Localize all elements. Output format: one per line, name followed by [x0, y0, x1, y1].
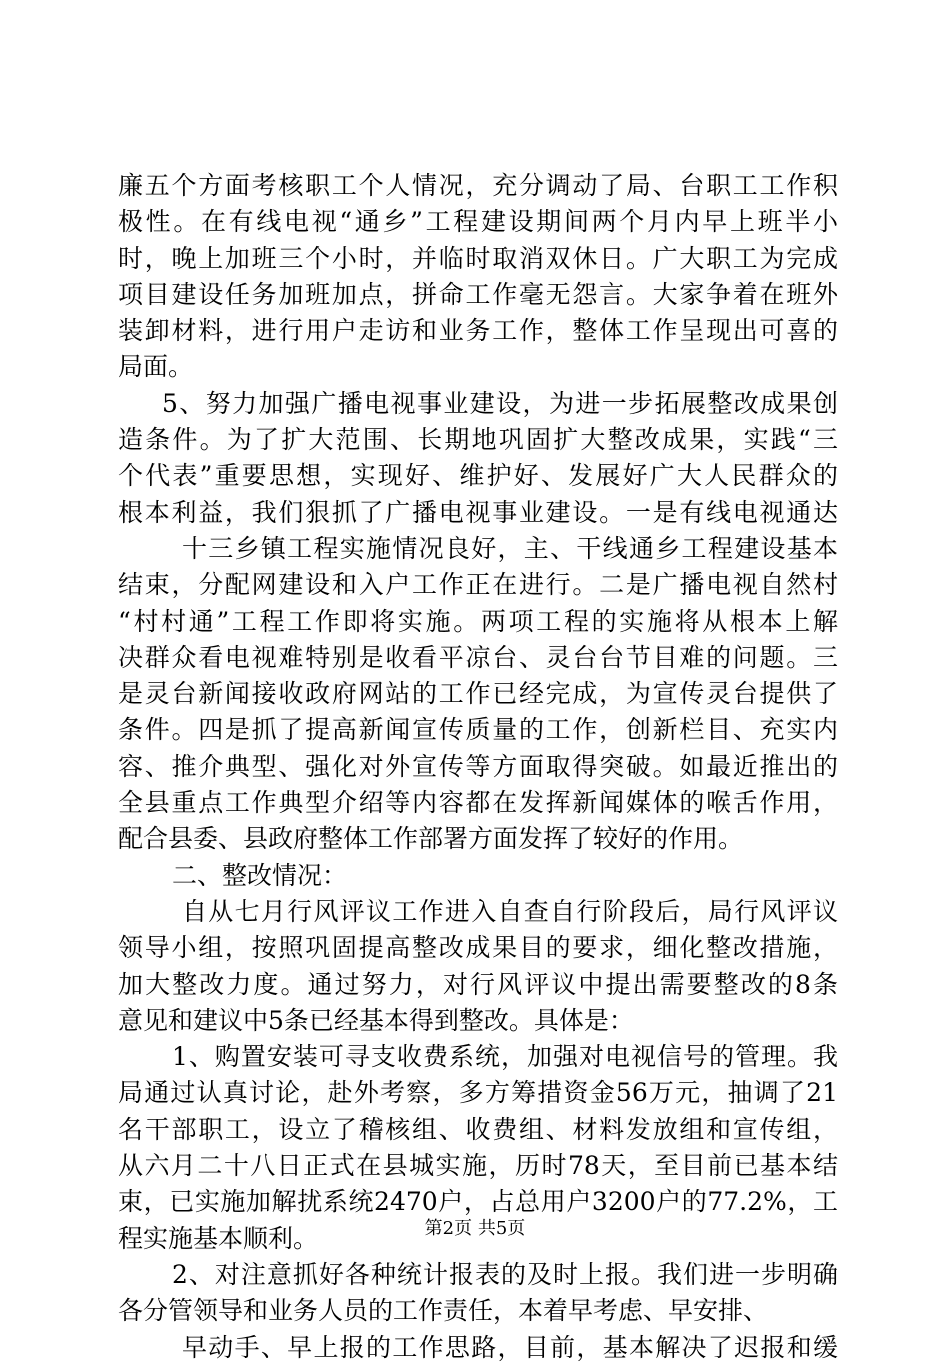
text-line: 条件。四是抓了提高新闻宣传质量的工作，创新栏目、充实内 — [118, 715, 838, 745]
text-line: 装卸材料，进行用户走访和业务工作，整体工作呈现出可喜的 — [118, 316, 838, 346]
text-line: 加大整改力度。通过努力，对行风评议中提出需要整改的8条 — [118, 969, 838, 999]
text-line: 容、推介典型、强化对外宣传等方面取得突破。如最近推出的 — [118, 751, 838, 781]
text-line: 意见和建议中5条已经基本得到整改。具体是： — [118, 1005, 634, 1035]
text-line: 名干部职工，设立了稽核组、收费组、材料发放组和宣传组， — [118, 1114, 838, 1144]
body-text — [118, 168, 838, 1366]
text-line: 配合县委、县政府整体工作部署方面发挥了较好的作用。 — [118, 824, 744, 854]
text-line: 廉五个方面考核职工个人情况，充分调动了局、台职工工作积 — [118, 171, 838, 200]
text-line: 决群众看电视难特别是收看平凉台、灵台台节目难的问题。三 — [118, 642, 838, 672]
text-line: 领导小组，按照巩固提高整改成果目的要求，细化整改措施， — [118, 933, 838, 963]
paragraph-start: 早动手、早上报的工作思路，目前，基本解决了迟报和缓 — [182, 1332, 838, 1362]
text-line: 从六月二十八日正式在县城实施，历时78天，至目前已基本结 — [118, 1151, 838, 1181]
text-line: 根本利益，我们狠抓了广播电视事业建设。一是有线电视通达 — [118, 497, 838, 527]
paragraph-start: 2、对注意抓好各种统计报表的及时上报。我们进一步明确 — [172, 1259, 838, 1289]
text-line: 全县重点工作典型介绍等内容都在发挥新闻媒体的喉舌作用， — [118, 788, 838, 818]
section-heading: 二、整改情况： — [172, 860, 348, 890]
text-line: “村村通”工程工作即将实施。两项工程的实施将从根本上解 — [118, 606, 838, 636]
text-line: 极性。在有线电视“通乡”工程建设期间两个月内早上班半小 — [118, 207, 838, 237]
page-number: 第2页 共5页 — [424, 1218, 526, 1239]
text-line: 各分管领导和业务人员的工作责任，本着早考虑、早安排、 — [118, 1296, 769, 1326]
text-line: 项目建设任务加班加点，拼命工作毫无怨言。大家争着在班外 — [118, 279, 838, 309]
text-line: 是灵台新闻接收政府网站的工作已经完成，为宣传灵台提供了 — [118, 679, 838, 709]
text-line: 局通过认真讨论，赴外考察，多方筹措资金56万元，抽调了21 — [118, 1078, 838, 1108]
text-line: 局面。 — [118, 352, 194, 382]
text-line: 时，晚上加班三个小时，并临时取消双休日。广大职工为完成 — [118, 243, 838, 273]
text-line: 造条件。为了扩大范围、长期地巩固扩大整改成果，实践“三 — [118, 425, 838, 455]
paragraph-start: 自从七月行风评议工作进入自查自行阶段后，局行风评议 — [182, 896, 838, 926]
text-line: 结束，分配网建设和入户工作正在进行。二是广播电视自然村 — [118, 570, 838, 600]
text-line: 束，已实施加解扰系统2470户，占总用户3200户的77.2%，工 — [118, 1187, 838, 1217]
paragraph-start: 5、努力加强广播电视事业建设，为进一步拓展整改成果创 — [162, 388, 838, 418]
paragraph-start: 十三乡镇工程实施情况良好，主、干线通乡工程建设基本 — [182, 533, 838, 563]
text-line: 程实施基本顺利。 — [118, 1223, 319, 1253]
text-line: 个代表”重要思想，实现好、维护好、发展好广大人民群众的 — [118, 461, 838, 491]
paragraph-start: 1、购置安装可寻支收费系统，加强对电视信号的管理。我 — [172, 1042, 838, 1072]
